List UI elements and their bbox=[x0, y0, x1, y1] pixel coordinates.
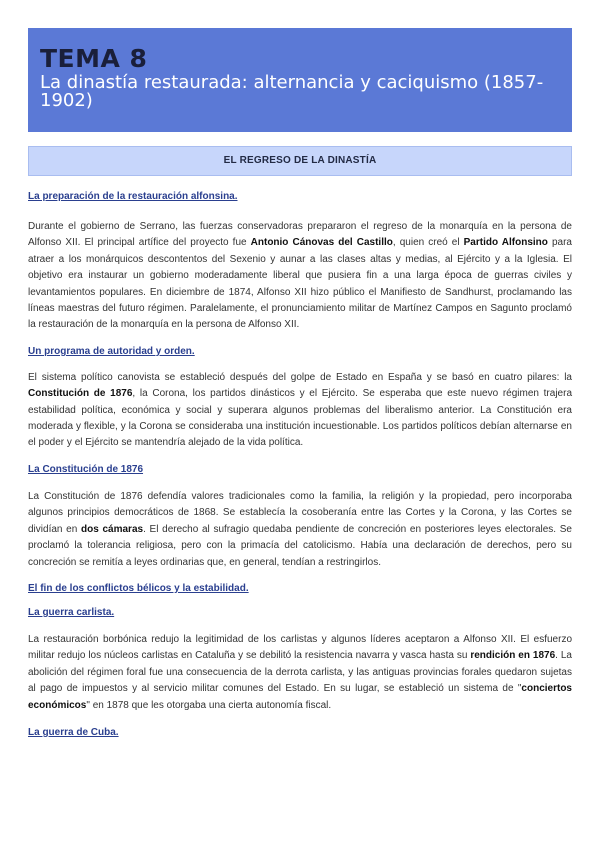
subheading-constitucion: La Constitución de 1876 bbox=[28, 463, 144, 475]
title-banner bbox=[28, 28, 572, 132]
paragraph-preparacion: Durante el gobierno de Serrano, las fuerzas conservadoras prepararon el regreso de la monarquía en la persona de Alfonso XII. El principal artífice del proyecto fue Antonio Cánovas del Castillo, quien creó el Partido Alfonsino para atraer a los monárquicos descontentos del Sexenio y aunar a las clases altas y medias, al Ejército y a la Iglesia. El objetivo era instaurar un gobierno moderadamente liberal que pusiera fin a una larga época de guerras civiles y levantamientos populares. En diciembre de 1874, Alfonso XII hizo público el Manifiesto de Sandhurst, proclamando las líneas maestras del futuro régimen. Paralelamente, el pronunciamiento militar de Martínez Campos en Sagunto proclamó la restauración de la monarquía en la persona de Alfonso XII. bbox=[28, 221, 572, 331]
subheading-programa: Un programa de autoridad y orden. bbox=[28, 345, 195, 357]
topic-number: TEMA 8 bbox=[40, 44, 148, 73]
subheading-preparacion: La preparación de la restauración alfonsina. bbox=[28, 191, 238, 202]
subheading-guerra-cuba: La guerra de Cuba. bbox=[28, 726, 119, 738]
paragraph-programa: El sistema político canovista se estableció después del golpe de Estado en España y se basó en cuatro pilares: la Constitución de 1876, la Corona, los partidos dinásticos y el Ejército. Se esperaba que este nuevo régimen trajera estabilidad política, económica y social y superara algunos problemas del liberalismo anterior. La Constitución era moderada y flexible, y la Corona se consideraba una institución incuestionable. Los partidos políticos debían alternarse en el poder y el Ejército se mantendría alejado de la vida política. bbox=[28, 371, 573, 449]
paragraph-constitucion: La Constitución de 1876 defendía valores tradicionales como la familia, la religión y la propiedad, pero incorporaba algunos principios democráticos de 1868. Se establecía la cosoberanía entre las Cortes y la Corona, y las Cortes se dividían en dos cámaras. El derecho al sufragio quedaba pendiente de concreción en posteriores leyes electorales. Se proclamó la tolerancia religiosa, pero con la primacía del catolicismo. Había una declaración de derechos, pero su concreción se remitía a leyes ordinarias que, en general, tendían a restringirlos. bbox=[28, 490, 572, 568]
topic-subtitle: La dinastía restaurada: alternancia y caciquismo (1857-1902) bbox=[40, 72, 544, 111]
paragraph-guerra-carlista: La restauración borbónica redujo la legitimidad de los carlistas y algunos líderes aceptaron a Alfonso XII. El esfuerzo militar redujo los núcleos carlistas en Cataluña y se debilitó la resistencia navarra y vasca hasta su rendición en 1876. La abolición del régimen foral fue una consecuencia de la derrota carlista, y las antiguas provincias forales quedaron sujetas al pago de impuestos y al servicio militar comunes del Estado. En su lugar, se estableció un sistema de "conciertos económicos" en 1878 que les otorgaba una cierta autonomía fiscal. bbox=[28, 633, 572, 711]
subheading-guerra-carlista: La guerra carlista. bbox=[28, 606, 115, 618]
section-heading: EL REGRESO DE LA DINASTÍA bbox=[28, 146, 572, 176]
subheading-conflictos: El fin de los conflictos bélicos y la estabilidad. bbox=[28, 582, 249, 594]
document-body bbox=[28, 190, 572, 740]
